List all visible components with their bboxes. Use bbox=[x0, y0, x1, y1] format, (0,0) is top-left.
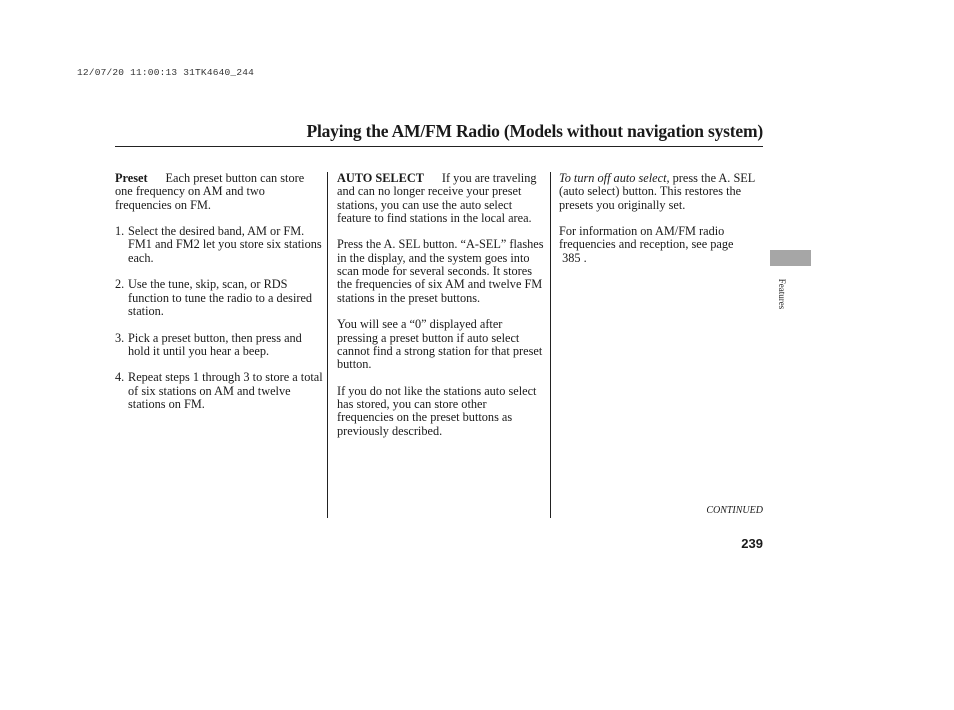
title-rule bbox=[115, 146, 763, 147]
step-item bbox=[115, 332, 323, 359]
step-text: Use the tune, skip, scan, or RDS function to tune the radio to a desired station. bbox=[128, 277, 313, 318]
step-item bbox=[115, 225, 323, 265]
step-number: 3. bbox=[115, 330, 125, 345]
page-reference-link[interactable]: 385 bbox=[562, 250, 581, 265]
step-item bbox=[115, 278, 323, 318]
page-reference-end: . bbox=[580, 250, 587, 265]
store-other-paragraph: If you do not like the stations auto select has stored, you can store other frequencies on the preset buttons as previously described. bbox=[337, 383, 537, 438]
step-item bbox=[115, 371, 323, 411]
section-label: Features bbox=[777, 278, 787, 310]
preset-label: Preset bbox=[115, 171, 148, 185]
step-text: Select the desired band, AM or FM. FM1 and FM2 let you store six stations each. bbox=[128, 224, 322, 265]
auto-select-label: AUTO SELECT bbox=[337, 171, 424, 185]
auto-select-paragraph bbox=[337, 172, 545, 225]
turn-off-italic: To turn off auto select, bbox=[559, 171, 670, 185]
step-text: Repeat steps 1 through 3 to store a total of six stations on AM and twelve stations on FM. bbox=[128, 370, 323, 412]
page-title: Playing the AM/FM Radio (Models without navigation system) bbox=[306, 121, 763, 141]
column-divider-2 bbox=[550, 172, 551, 518]
column-divider-1 bbox=[327, 172, 328, 518]
auto-select-intro: If you are traveling and can no longer receive your preset stations, you can use the auto select feature to find stations in the local area. bbox=[337, 171, 537, 225]
step-text: Pick a preset button, then press and hold it until you hear a beep. bbox=[128, 330, 302, 358]
column-preset bbox=[115, 172, 323, 425]
column-auto-select bbox=[337, 172, 545, 451]
preset-intro: Each preset button can store one frequency on AM and two frequencies on FM. bbox=[115, 171, 305, 212]
turn-off-paragraph bbox=[559, 172, 759, 212]
info-text: For information on AM/FM radio frequencies and reception, see page bbox=[559, 224, 734, 252]
turn-off-text: press the A. SEL (auto select) button. This restores the presets you originally set. bbox=[559, 171, 755, 212]
page-number: 239 bbox=[741, 536, 763, 551]
continued-label: CONTINUED bbox=[706, 505, 763, 516]
zero-display-paragraph: You will see a “0” displayed after pressing a preset button if auto select cannot find a strong station for that preset button. bbox=[337, 317, 543, 372]
preset-paragraph bbox=[115, 172, 323, 212]
section-tab bbox=[770, 250, 811, 266]
column-turn-off bbox=[559, 172, 759, 278]
print-stamp: 12/07/20 11:00:13 31TK4640_244 bbox=[77, 67, 255, 78]
step-number: 1. bbox=[115, 224, 125, 239]
info-paragraph bbox=[559, 225, 759, 265]
asel-paragraph: Press the A. SEL button. “A-SEL” flashes in the display, and the system goes into scan mode for several seconds. It stores the frequencies of six AM and twelve FM stations in the preset buttons. bbox=[337, 237, 544, 305]
step-number: 4. bbox=[115, 370, 125, 385]
step-number: 2. bbox=[115, 277, 125, 292]
